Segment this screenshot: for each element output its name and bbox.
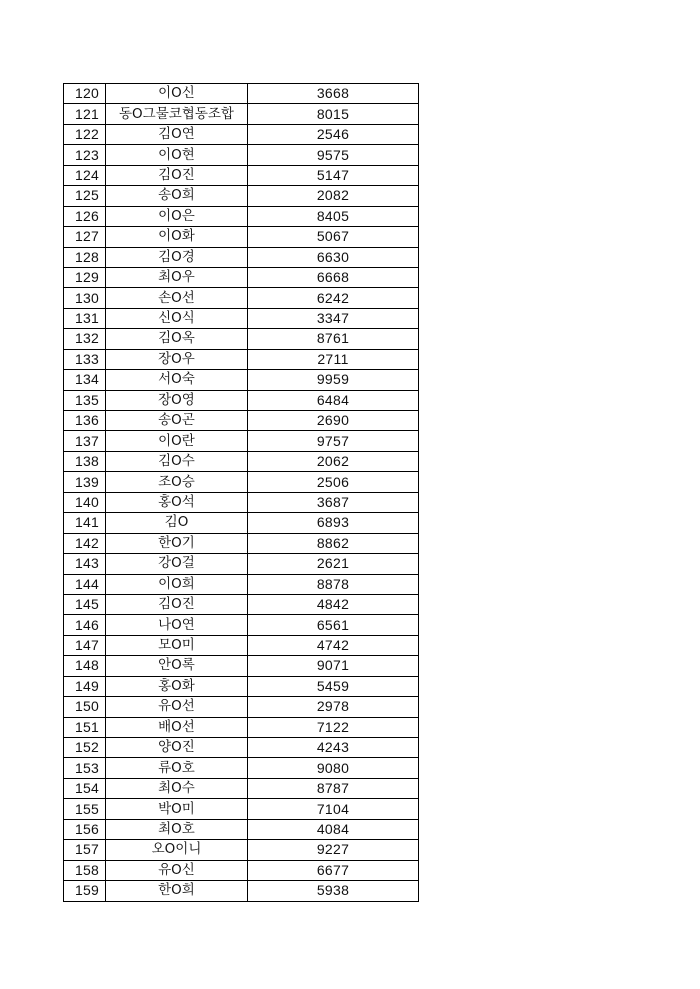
row-number: 130 [64, 288, 106, 308]
donor-name: 송O희 [106, 186, 248, 206]
donation-amount: 8787 [248, 778, 419, 798]
donation-amount: 2690 [248, 411, 419, 431]
table-row [64, 697, 419, 717]
row-number: 131 [64, 308, 106, 328]
table-row [64, 329, 419, 349]
row-number: 138 [64, 451, 106, 471]
donation-amount: 6484 [248, 390, 419, 410]
donor-name: 김O진 [106, 594, 248, 614]
row-number: 150 [64, 697, 106, 717]
donor-name: 이O현 [106, 145, 248, 165]
row-number: 134 [64, 370, 106, 390]
row-number: 137 [64, 431, 106, 451]
table-row [64, 676, 419, 696]
donor-name: 신O식 [106, 308, 248, 328]
row-number: 132 [64, 329, 106, 349]
donation-amount: 3668 [248, 84, 419, 104]
table-row [64, 574, 419, 594]
table-row [64, 451, 419, 471]
table-row [64, 145, 419, 165]
table-row [64, 411, 419, 431]
row-number: 159 [64, 881, 106, 901]
table-row [64, 717, 419, 737]
donor-name: 최O수 [106, 778, 248, 798]
donation-amount: 8862 [248, 533, 419, 553]
row-number: 155 [64, 799, 106, 819]
donation-amount: 7104 [248, 799, 419, 819]
table-row [64, 840, 419, 860]
row-number: 145 [64, 594, 106, 614]
table-row [64, 349, 419, 369]
donor-name: 김O연 [106, 124, 248, 144]
donor-name: 송O곤 [106, 411, 248, 431]
donor-name: 한O희 [106, 881, 248, 901]
donation-amount: 2506 [248, 472, 419, 492]
table-row [64, 635, 419, 655]
donor-name: 박O미 [106, 799, 248, 819]
row-number: 123 [64, 145, 106, 165]
table-row [64, 390, 419, 410]
donor-name: 김O [106, 513, 248, 533]
table-row [64, 799, 419, 819]
row-number: 121 [64, 104, 106, 124]
donation-amount: 2978 [248, 697, 419, 717]
row-number: 125 [64, 186, 106, 206]
donor-name: 장O영 [106, 390, 248, 410]
donor-name: 김O경 [106, 247, 248, 267]
table-row [64, 738, 419, 758]
table-row [64, 472, 419, 492]
donation-amount: 4084 [248, 819, 419, 839]
donor-name: 최O우 [106, 267, 248, 287]
donor-name: 김O진 [106, 165, 248, 185]
row-number: 127 [64, 227, 106, 247]
table-row [64, 206, 419, 226]
row-number: 142 [64, 533, 106, 553]
row-number: 147 [64, 635, 106, 655]
donation-amount: 8761 [248, 329, 419, 349]
table-row [64, 492, 419, 512]
donor-name: 한O기 [106, 533, 248, 553]
donor-name: 강O걸 [106, 554, 248, 574]
document-page [63, 83, 418, 902]
donation-amount: 6242 [248, 288, 419, 308]
table-row [64, 308, 419, 328]
table-row [64, 860, 419, 880]
donor-name: 오O이니 [106, 840, 248, 860]
donation-amount: 3347 [248, 308, 419, 328]
donation-amount: 7122 [248, 717, 419, 737]
table-row [64, 84, 419, 104]
donation-amount: 6893 [248, 513, 419, 533]
row-number: 158 [64, 860, 106, 880]
row-number: 143 [64, 554, 106, 574]
table-row [64, 594, 419, 614]
row-number: 153 [64, 758, 106, 778]
donor-name: 모O미 [106, 635, 248, 655]
donor-table-body [64, 84, 419, 902]
table-row [64, 186, 419, 206]
row-number: 139 [64, 472, 106, 492]
row-number: 136 [64, 411, 106, 431]
row-number: 152 [64, 738, 106, 758]
donation-amount: 9080 [248, 758, 419, 778]
table-row [64, 656, 419, 676]
donation-amount: 6561 [248, 615, 419, 635]
donor-name: 김O옥 [106, 329, 248, 349]
donation-amount: 9071 [248, 656, 419, 676]
donation-amount: 2082 [248, 186, 419, 206]
donor-name: 홍O화 [106, 676, 248, 696]
row-number: 148 [64, 656, 106, 676]
donation-amount: 5459 [248, 676, 419, 696]
table-row [64, 267, 419, 287]
donor-name: 이O란 [106, 431, 248, 451]
table-row [64, 431, 419, 451]
donation-amount: 4842 [248, 594, 419, 614]
table-row [64, 247, 419, 267]
donor-table [63, 83, 419, 902]
donor-name: 류O호 [106, 758, 248, 778]
donation-amount: 3687 [248, 492, 419, 512]
donor-name: 유O신 [106, 860, 248, 880]
donation-amount: 5938 [248, 881, 419, 901]
row-number: 144 [64, 574, 106, 594]
table-row [64, 533, 419, 553]
row-number: 120 [64, 84, 106, 104]
table-row [64, 370, 419, 390]
table-row [64, 165, 419, 185]
row-number: 151 [64, 717, 106, 737]
table-row [64, 881, 419, 901]
table-row [64, 778, 419, 798]
table-row [64, 513, 419, 533]
row-number: 128 [64, 247, 106, 267]
table-row [64, 758, 419, 778]
row-number: 135 [64, 390, 106, 410]
row-number: 141 [64, 513, 106, 533]
donor-name: 김O수 [106, 451, 248, 471]
table-row [64, 104, 419, 124]
donation-amount: 9959 [248, 370, 419, 390]
donation-amount: 8405 [248, 206, 419, 226]
donor-name: 이O은 [106, 206, 248, 226]
row-number: 122 [64, 124, 106, 144]
donation-amount: 9757 [248, 431, 419, 451]
donation-amount: 5067 [248, 227, 419, 247]
donation-amount: 9575 [248, 145, 419, 165]
row-number: 129 [64, 267, 106, 287]
donation-amount: 6668 [248, 267, 419, 287]
donation-amount: 2621 [248, 554, 419, 574]
row-number: 157 [64, 840, 106, 860]
donation-amount: 4243 [248, 738, 419, 758]
donation-amount: 2711 [248, 349, 419, 369]
row-number: 133 [64, 349, 106, 369]
table-row [64, 554, 419, 574]
donation-amount: 6630 [248, 247, 419, 267]
table-row [64, 615, 419, 635]
donor-name: 홍O석 [106, 492, 248, 512]
donation-amount: 2546 [248, 124, 419, 144]
donation-amount: 9227 [248, 840, 419, 860]
donor-name: 서O숙 [106, 370, 248, 390]
donor-name: 동O그물코협동조합 [106, 104, 248, 124]
donation-amount: 8015 [248, 104, 419, 124]
donor-name: 유O선 [106, 697, 248, 717]
donor-name: 손O선 [106, 288, 248, 308]
table-row [64, 227, 419, 247]
donor-name: 나O연 [106, 615, 248, 635]
donor-name: 장O우 [106, 349, 248, 369]
table-row [64, 819, 419, 839]
table-row [64, 288, 419, 308]
donor-name: 이O신 [106, 84, 248, 104]
row-number: 146 [64, 615, 106, 635]
donation-amount: 5147 [248, 165, 419, 185]
donor-name: 양O진 [106, 738, 248, 758]
row-number: 149 [64, 676, 106, 696]
row-number: 156 [64, 819, 106, 839]
donor-name: 조O승 [106, 472, 248, 492]
row-number: 124 [64, 165, 106, 185]
row-number: 140 [64, 492, 106, 512]
donation-amount: 6677 [248, 860, 419, 880]
donation-amount: 4742 [248, 635, 419, 655]
donation-amount: 8878 [248, 574, 419, 594]
table-row [64, 124, 419, 144]
donor-name: 이O희 [106, 574, 248, 594]
donor-name: 배O선 [106, 717, 248, 737]
donation-amount: 2062 [248, 451, 419, 471]
row-number: 126 [64, 206, 106, 226]
donor-name: 이O화 [106, 227, 248, 247]
row-number: 154 [64, 778, 106, 798]
donor-name: 안O록 [106, 656, 248, 676]
donor-name: 최O호 [106, 819, 248, 839]
